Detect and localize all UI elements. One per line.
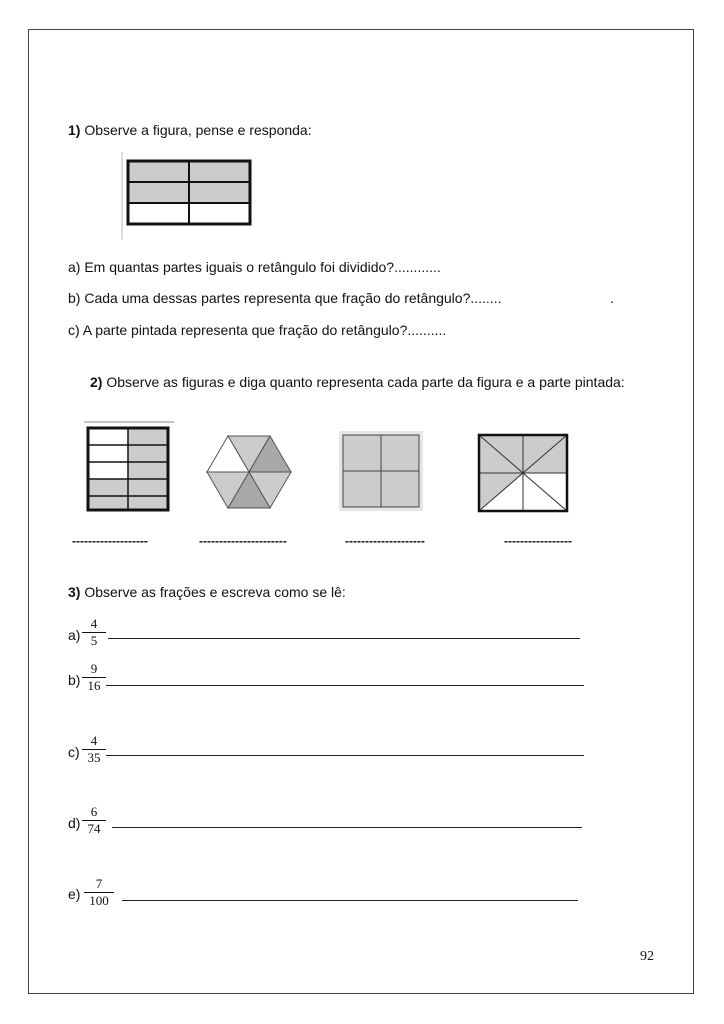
q3-answer-line-a[interactable] [108,638,580,639]
q1-item-a: a) Em quantas partes iguais o retângulo foi dividido?............ [68,259,441,275]
page-number: 92 [640,949,654,964]
q3-answer-line-c[interactable] [106,755,584,756]
fraction-numerator: 4 [90,616,98,631]
fraction-denominator: 5 [90,633,98,648]
q3-answer-line-b[interactable] [106,685,584,686]
fraction-denominator: 74 [87,821,101,836]
q3-item-a-label: a) [68,627,81,643]
q3-fraction-c [82,734,106,765]
q1-item-c: c) A parte pintada representa que fração do retângulo?.......... [68,322,447,338]
q3-item-c-label: c) [68,744,80,760]
q3-heading [68,584,346,600]
q2-figure-square-8 [477,433,569,513]
q1-item-b-dot: . [610,290,614,306]
fraction-numerator: 6 [90,804,98,819]
q2-figure-square-4 [339,431,423,511]
q3-fraction-e [84,877,114,908]
q3-fraction-d [82,805,106,836]
q3-answer-line-e[interactable] [122,900,578,901]
q2-answer-blank-2[interactable]: ---------------------- [199,534,287,548]
q2-number: 2) [90,374,103,390]
q3-number: 3) [68,584,81,600]
q1-number: 1) [68,122,81,138]
q2-answer-blank-4[interactable]: ----------------- [504,534,572,548]
q3-item-e-label: e) [68,886,81,902]
q2-figure-hexagon [204,434,294,514]
q2-answer-blank-1[interactable]: ------------------- [72,534,148,548]
q3-fraction-b [82,662,106,693]
fraction-numerator: 4 [90,733,98,748]
q3-item-d-label: d) [68,815,81,831]
fraction-denominator: 16 [87,678,101,693]
q3-title: Observe as frações e escreva como se lê: [84,584,346,600]
q2-title: Observe as figuras e diga quanto representa cada parte da figura e a parte pintada: [106,374,625,390]
fraction-denominator: 35 [87,750,101,765]
q3-fraction-a [82,617,106,648]
q1-title: Observe a figura, pense e responda: [84,122,312,138]
q2-heading [90,374,625,390]
q1-item-b: b) Cada uma dessas partes representa que fração do retângulo?........ [68,290,502,306]
q2-figure-grid [84,420,176,514]
fraction-numerator: 7 [95,876,103,891]
q3-answer-line-d[interactable] [112,827,582,828]
fraction-numerator: 9 [90,661,98,676]
fraction-denominator: 100 [89,893,109,908]
q2-answer-blank-3[interactable]: -------------------- [345,534,425,548]
q1-rectangle-figure [118,150,258,242]
q1-heading [68,122,312,138]
q3-item-b-label: b) [68,672,81,688]
